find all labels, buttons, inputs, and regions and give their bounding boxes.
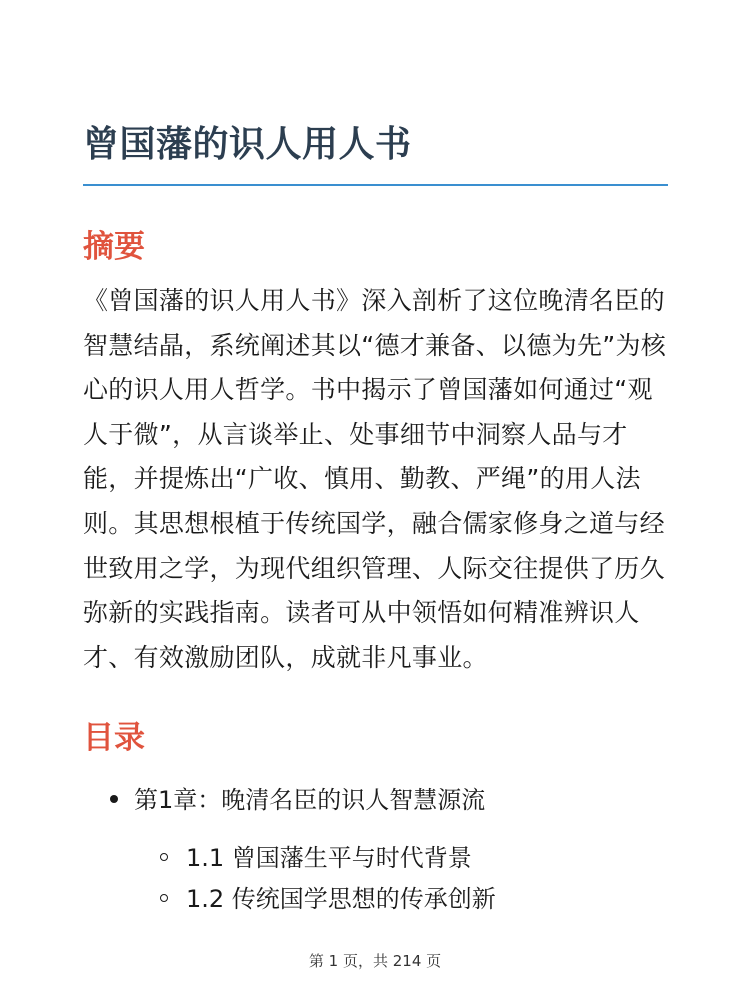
footer-middle: 页，共 [342,952,388,970]
document-title: 曾国藩的识人用人书 [83,124,412,165]
summary-heading: 摘要 [83,229,145,265]
bullet-disc-icon [110,795,118,803]
total-pages-number: 214 [392,952,422,970]
title-divider [83,184,668,186]
toc-item-label: 第1章：晚清名臣的识人智慧源流 [134,786,486,814]
toc-item-chapter-1[interactable] [110,780,485,815]
footer-suffix: 页 [426,952,442,970]
bullet-circle-icon [160,853,168,861]
page-footer [0,950,750,971]
summary-paragraph: 《曾国藩的识人用人书》深入剖析了这位晚清名臣的智慧结晶，系统阐述其以“德才兼备、以德为先”为核心的识人用人哲学。书中揭示了曾国藩如何通过“观人于微”，从言谈举止、处事细节中洞察人品与才能，并提炼出“广收、慎用、勤教、严绳”的用人法则。其思想根植于传统国学，融合儒家修身之道与经世致用之学，为现代组织管理、人际交往提供了历久弥新的实践指南。读者可从中领悟如何精准辨识人才、有效激励团队，成就非凡事业。 [83,286,667,672]
current-page-number: 1 [328,952,339,970]
toc-item-label: 1.1 曾国藩生平与时代背景 [186,844,472,872]
toc-item-label: 1.2 传统国学思想的传承创新 [186,885,496,913]
toc-item-section-1-2[interactable] [160,879,496,914]
bullet-circle-icon [160,894,168,902]
toc-heading: 目录 [83,720,145,756]
toc-item-section-1-1[interactable] [160,838,472,873]
footer-prefix: 第 [308,952,324,970]
